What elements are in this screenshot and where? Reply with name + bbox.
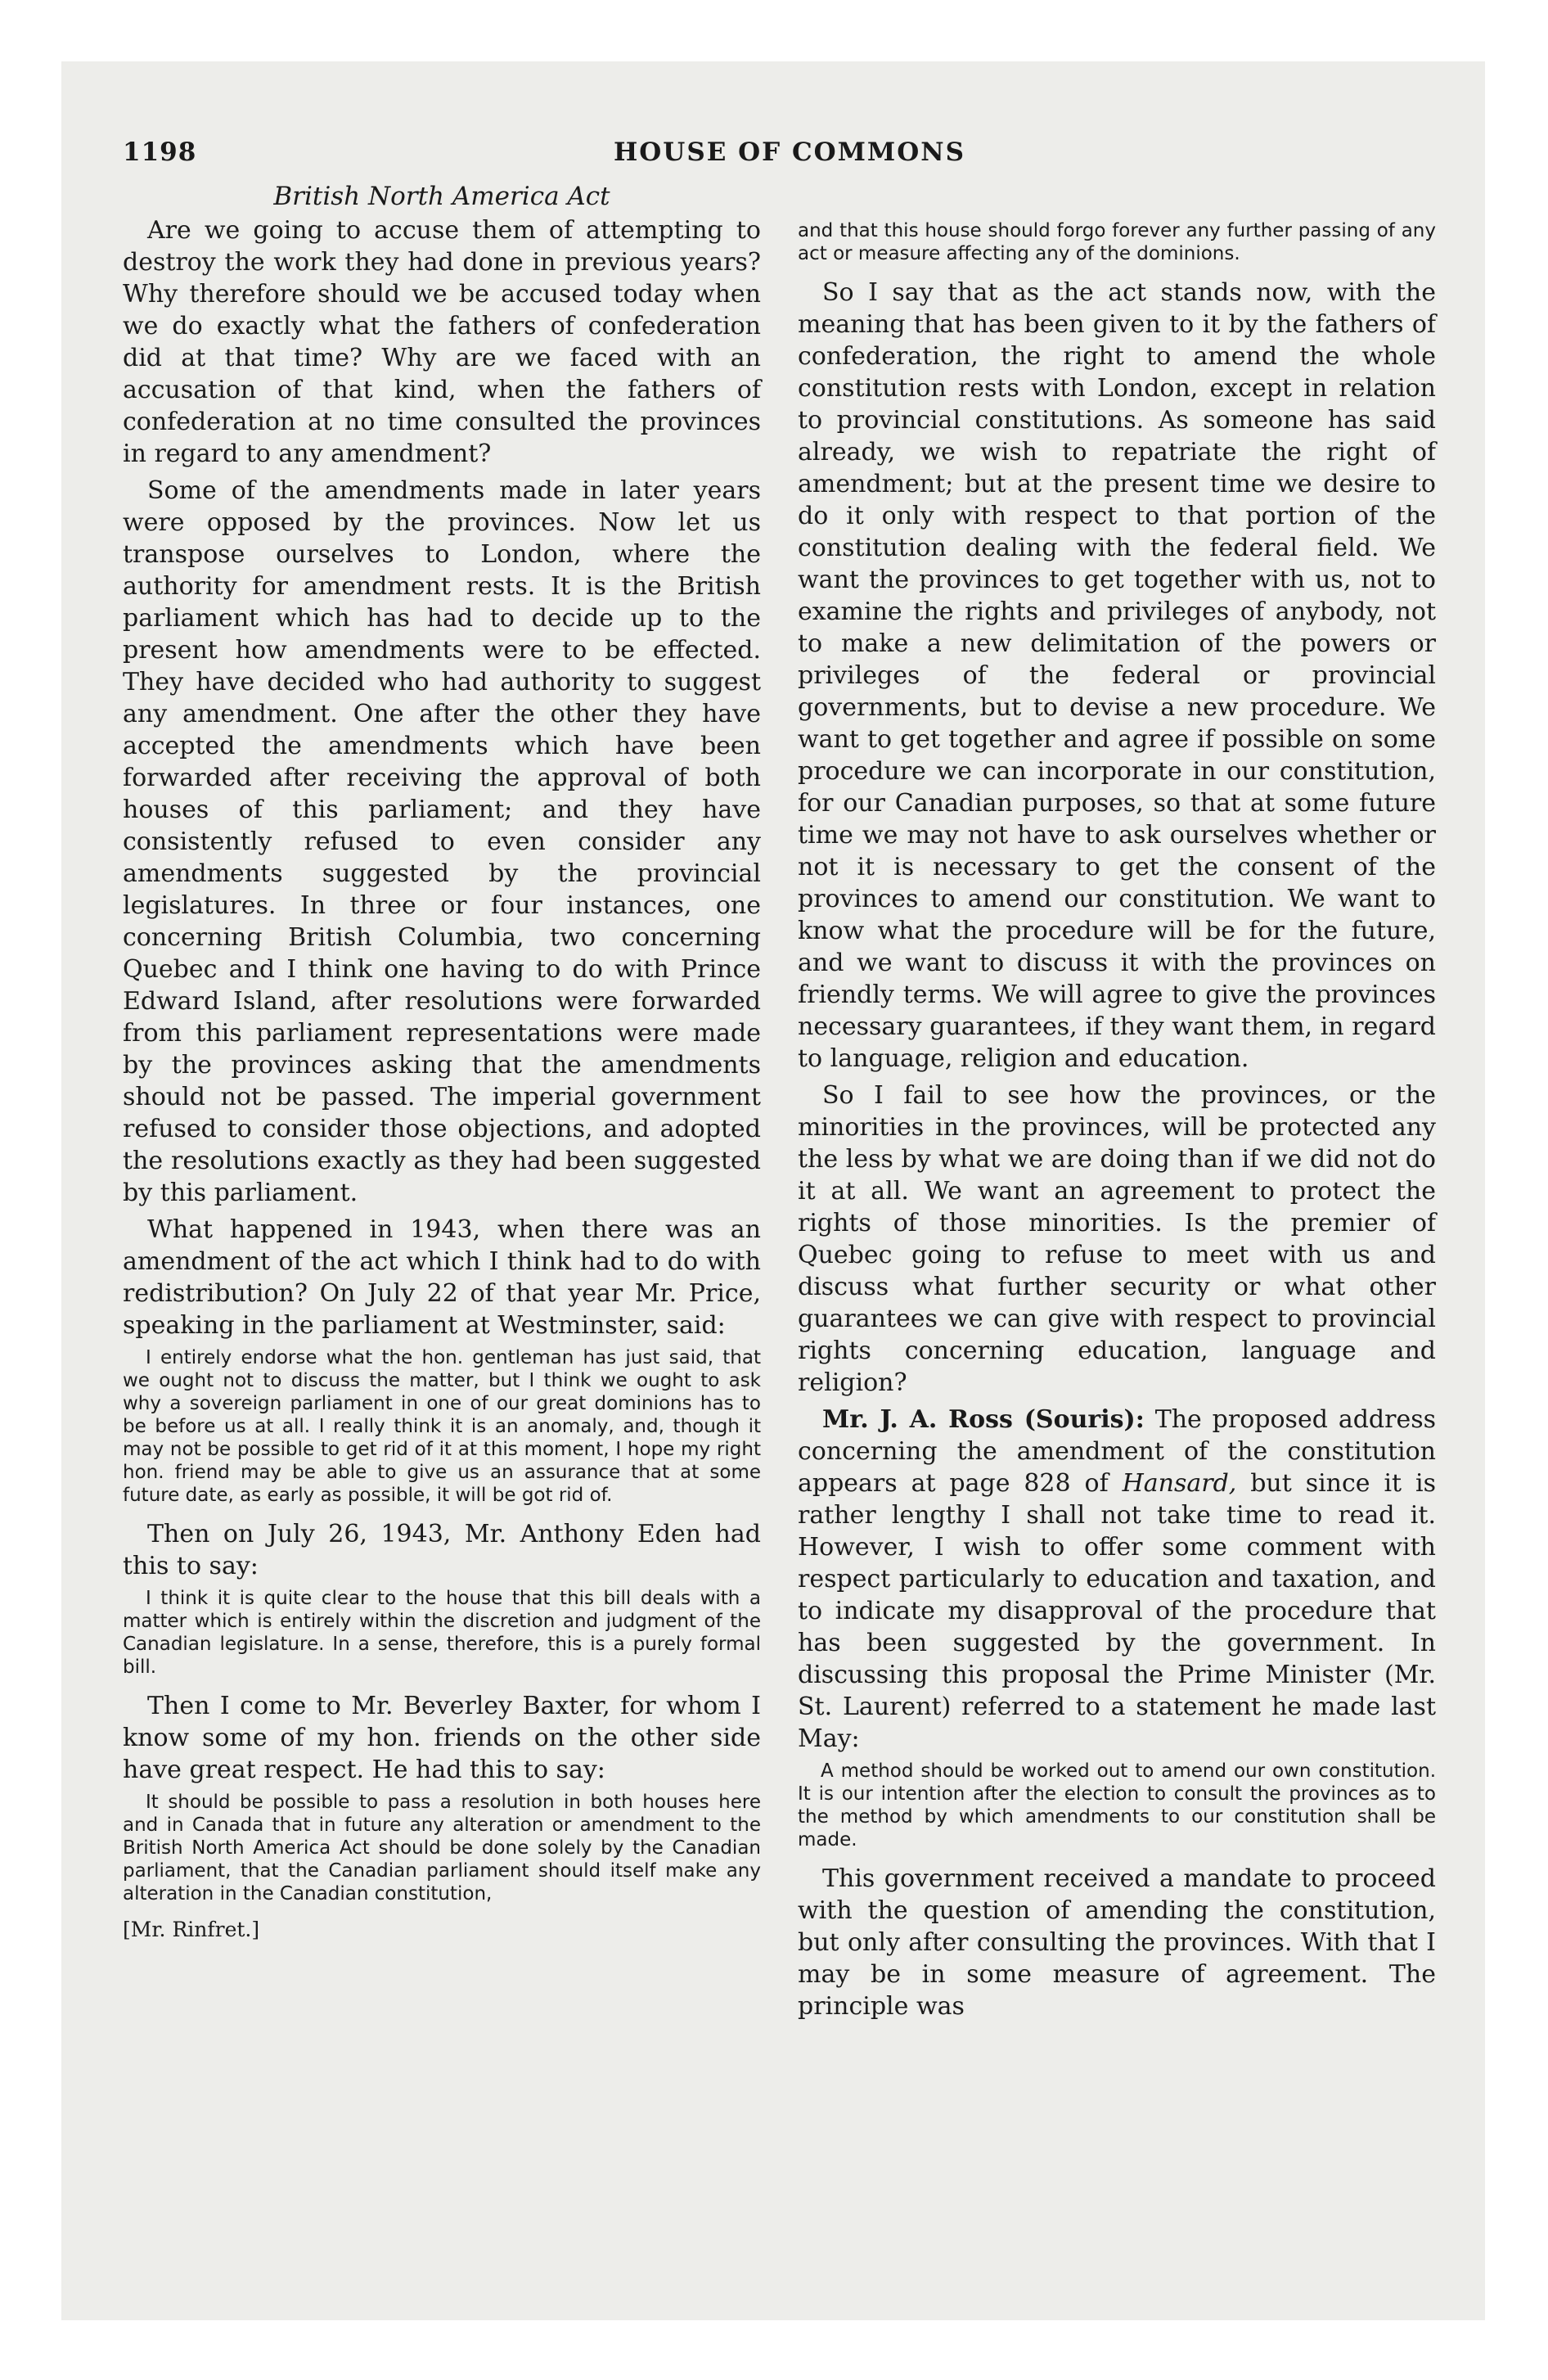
block-quote: A method should be worked out to amend our own constitution. It is our intention after the election to consult the provinces as to the method by which amendments to our constitution shall be made. [798,1760,1436,1850]
speech-text: The proposed address concerning the amendment of the constitution appears at page 828 of [798,1405,1436,1498]
right-column [798,214,1436,2027]
hansard-reference: Hansard, [1122,1469,1237,1498]
block-quote: I entirely endorse what the hon. gentleman has just said, that we ought not to discuss the matter, but I think we ought to ask why a sovereign parliament in one of our great dominions has to be before us at all. I really think it is an anomaly, and, though it may not be possible to get rid of it at this moment, I hope my right hon. friend may be able to give us an assurance that at some future date, as early as possible, it will be got rid of. [123,1347,761,1506]
paragraph: Some of the amendments made in later years were opposed by the provinces. Now let us transpose ourselves to London, where the authority for amendment rests. It is the British parliament which has had to decide up to the present how amendments were to be effected. They have decided who had authority to suggest any amendment. One after the other they have accepted the amendments which have been forwarded after receiving the approval of both houses of this parliament; and they have consistently refused to even consider any amendments suggested by the provincial legislatures. In three or four instances, one concerning British Columbia, two concerning Quebec and I think one having to do with Prince Edward Island, after resolutions were forwarded from this parliament representations were made by the provinces asking that the amendments should not be passed. The imperial government refused to consider those objections, and adopted the resolutions exactly as they had been suggested by this parliament. [123,476,761,1207]
paragraph-speech [798,1404,1436,1755]
running-head: HOUSE OF COMMONS [614,137,965,167]
paragraph: So I fail to see how the provinces, or the minorities in the provinces, will be protected any the less by what we are doing than if we did not do it at all. We want an agreement to protect the rights of those minorities. Is the premier of Quebec going to refuse to meet with us and discuss what further security or what other guarantees we can give with respect to provincial rights concerning education, language and religion? [798,1081,1436,1397]
block-quote: I think it is quite clear to the house that this bill deals with a matter which is entirely within the discretion and judgment of the Canadian legislature. In a sense, therefore, this is a purely formal bill. [123,1588,761,1678]
speaker-attribution: [Mr. Rinfret.] [123,1918,260,1941]
paragraph: Are we going to accuse them of attempting to destroy the work they had done in previous years? Why therefore should we be accused today when we do exactly what the fathers of confederation did at that time? Why are we faced with an accusation of that kind, when the fathers of confederation at no time consulted the provinces in regard to any amendment? [123,216,761,468]
block-quote: It should be possible to pass a resolution in both houses here and in Canada that in future any alteration or amendment to the British North America Act should be done solely by the Canadian parliament, that the Canadian parliament should itself make any alteration in the Canadian constitution, [123,1792,761,1904]
speaker-name: Mr. J. A. Ross (Souris): [822,1405,1145,1434]
page-number: 1198 [123,137,197,167]
page-header [123,137,1456,178]
block-quote-continued: and that this house should forgo forever any further passing of any act or measure affecting any of the dominions. [798,220,1436,264]
subject-heading: British North America Act [273,182,610,211]
speech-text: but since it is rather lengthy I shall not take time to read it. However, I wish to offer some comment with respect particularly to education and taxation, and to indicate my disapproval of the procedure that has been suggested by the government. In discussing this proposal the Prime Minister (Mr. St. Laurent) referred to a statement he made last May: [798,1469,1436,1753]
paragraph: So I say that as the act stands now, with the meaning that has been given to it by the fathers of confederation, the right to amend the whole constitution rests with London, except in relation to provincial constitutions. As someone has said already, we wish to repatriate the right of amendment; but at the present time we desire to do it only with respect to that portion of the constitution dealing with the federal field. We want the provinces to get together with us, not to examine the rights and privileges of anybody, not to make a new delimitation of the powers or privileges of the federal or provincial governments, but to devise a new procedure. We want to get together and agree if possible on some procedure we can incorporate in our constitution, for our Canadian purposes, so that at some future time we may not have to ask ourselves whether or not it is necessary to get the consent of the provinces to amend our constitution. We want to know what the procedure will be for the future, and we want to discuss it with the provinces on friendly terms. We will agree to give the provinces necessary guarantees, if they want them, in regard to language, religion and education. [798,278,1436,1073]
paragraph: What happened in 1943, when there was an amendment of the act which I think had to do with redistribution? On July 22 of that year Mr. Price, speaking in the parliament at Westminster, said: [123,1215,761,1340]
paragraph: Then I come to Mr. Beverley Baxter, for whom I know some of my hon. friends on the other side have great respect. He had this to say: [123,1692,761,1784]
paragraph: This government received a mandate to proceed with the question of amending the constitution, but only after consulting the provinces. With that I may be in some measure of agreement. The principle was [798,1864,1436,2021]
left-column [123,214,761,1948]
paragraph: Then on July 26, 1943, Mr. Anthony Eden had this to say: [123,1520,761,1580]
